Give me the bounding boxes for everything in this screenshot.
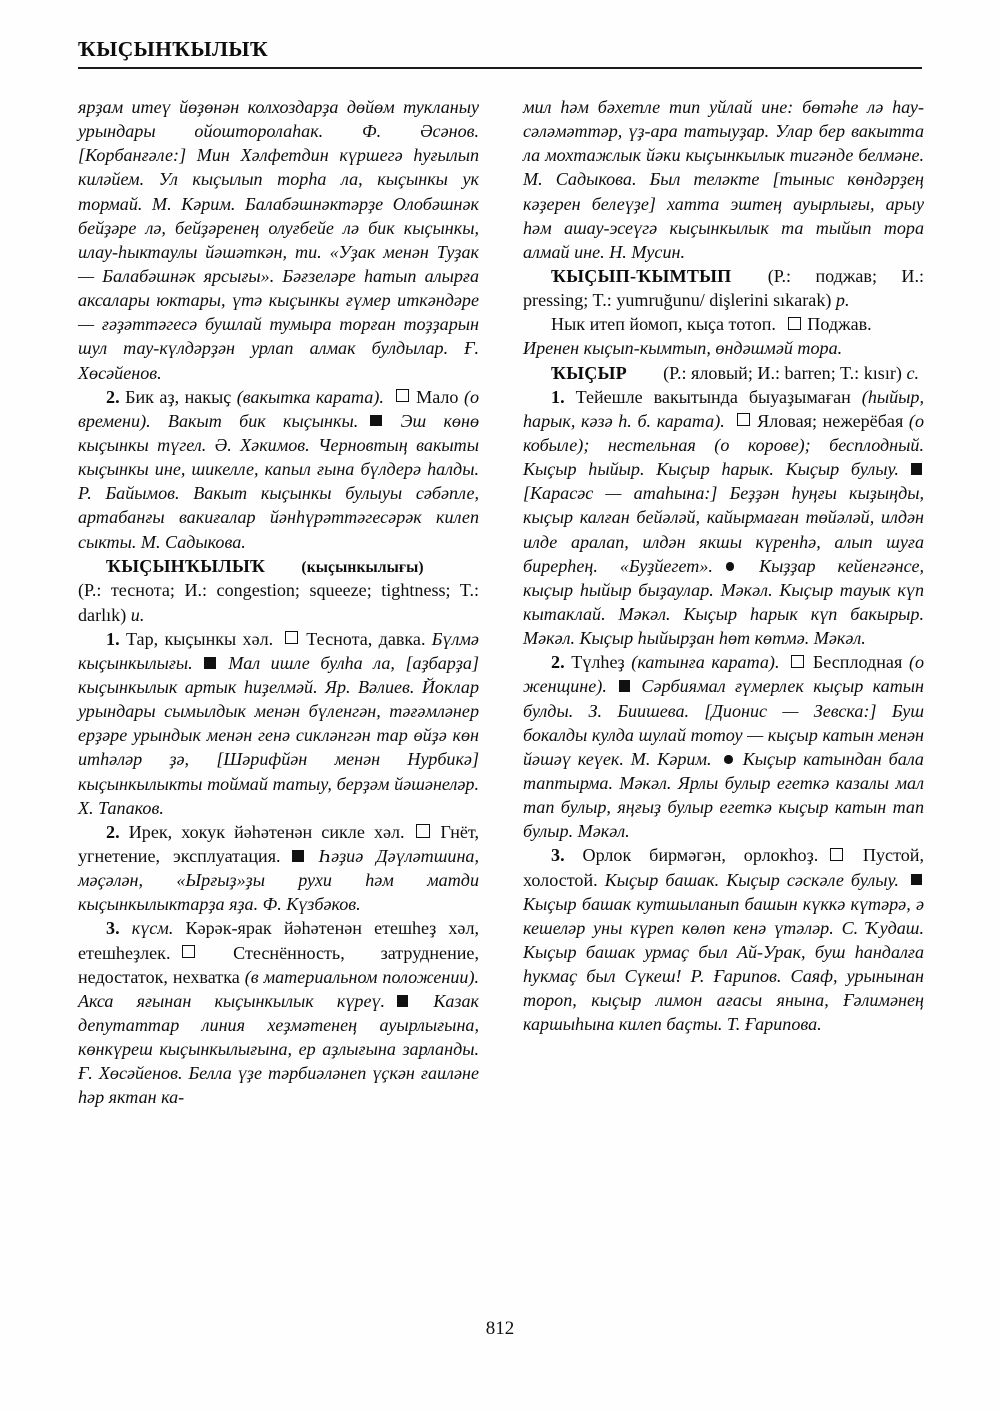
- proverbs: Кыҙҙар кейенгәнсе, кыҫыр һыйыр быҙаулар. Мәкәл. Кыҫыр тауык күп кытаклай. Мәкәл. Кыҫыр һарык күп бакырыр. Мәкәл. Кыҫыр һыйырҙан һөт көтмә. Мәкәл.: [523, 555, 925, 649]
- entry-sense-3: [523, 843, 924, 1036]
- definition-bashkir: Орлок бирмәгән, орлокһоҙ.: [582, 845, 819, 866]
- running-head: [78, 38, 922, 69]
- running-head-rule: [78, 67, 922, 69]
- entry-translations: (Р.: поджав; И.: pressing; T.: yumruğunu/ dişlerini sıkarak): [523, 265, 924, 311]
- sense-number: 3.: [551, 845, 565, 866]
- definition-russian-note: (о кобыле); нестельная (о корове); бесплодный.: [523, 410, 924, 455]
- definition-russian: Бесплодная: [812, 652, 903, 673]
- definition-russian: Мало: [416, 386, 459, 407]
- entry-sense-2: [78, 820, 479, 917]
- sense-grammar-label: күсм.: [131, 918, 174, 939]
- sense-number: 1.: [106, 628, 120, 649]
- open-square-marker: [791, 655, 804, 668]
- open-square-marker: [396, 389, 409, 402]
- definition-russian: Пустой, холостой.: [523, 845, 924, 890]
- definition-bashkir-note: (катынға карата).: [631, 652, 780, 673]
- definition-bashkir: Ирек, хокук йәһәтенән сикле хәл.: [128, 821, 405, 842]
- entry-sense-1: [78, 627, 479, 820]
- filled-square-marker: [397, 995, 409, 1007]
- filled-square-marker: [204, 657, 216, 669]
- open-square-marker: [788, 317, 801, 330]
- example-bashkir: Иренен кыҫып-кымтып, өндәшмәй тора.: [523, 338, 843, 359]
- entry-translations-line: [78, 578, 479, 626]
- sense-number: 3.: [106, 918, 120, 939]
- open-square-marker: [416, 824, 429, 837]
- filled-square-marker: [292, 850, 304, 862]
- definition-bashkir: Кәрәк-ярак йәһәтенән етешһеҙ хәл, етешһеҙлек.: [78, 918, 479, 963]
- headword-inflected-form: (кыҫынкылығы): [301, 558, 424, 576]
- definition-bashkir: Бик аҙ, накыҫ: [125, 386, 232, 407]
- definition-russian: Стеснённость, затруднение, недостаток, нехватка: [78, 942, 479, 987]
- citations: Сәрбиямал ғүмерлек кыҫыр катын булды. З. Биишева. [Дионис — Зевска:] Буш бокалды кулда шулай тотоу — кыҫыр катын менән йәшәү кеүек. М. Кәрим.: [523, 676, 924, 769]
- definition-russian-note: (о женщине).: [523, 652, 925, 697]
- example-bashkir: Кыҫыр башак. Кыҫыр сәскәле булыу.: [604, 869, 899, 890]
- filled-circle-marker: [726, 562, 735, 571]
- definition-bashkir: Түлһеҙ: [571, 652, 625, 673]
- running-head-text: ҠЫҪЫНҠЫЛЫҠ: [78, 37, 269, 61]
- definition-bashkir-note: (вакытка карата).: [236, 386, 384, 407]
- filled-circle-marker: [724, 755, 733, 764]
- headword: ҠЫҪЫНҠЫЛЫҠ: [106, 555, 266, 576]
- entry-headword-line: [523, 361, 924, 385]
- definition-russian: Яловая; нежерёбая: [757, 410, 904, 431]
- example-bashkir: Бүлмә кыҫынкылығы.: [78, 628, 479, 673]
- sense-number: 2.: [106, 386, 120, 407]
- citations: Мал ишле булһа ла, [аҙбарҙа] кыҫынкылык артык һиҙелмәй. Яр. Вәлиев. Йоклар урындары сымылдык менән бүленгән, тәғәмләнер ерҙәре урындык менән генә сикләнгән тар өйҙә көн итһәләр ҙә, [Шәрифйән менән Нурбикә] кыҫынкылыкты тоймай татыу, берҙәм йәшәнеләр. Х. Тапаков.: [78, 652, 479, 818]
- definition-russian-note: (в материальном положении). Акса яғынан кыҫынкылык күреү.: [78, 966, 479, 1011]
- filled-square-marker: [370, 415, 382, 427]
- citations: Казак депутаттар линия хеҙмәтенең ауырлығына, көнкүреш кыҫынкылығына, ер аҙлығына зарланды. Ғ. Хөсәйенов. Белла үҙе тәрбиәләнеп үҫкән ғаиләне һәр яктан ка-: [78, 990, 479, 1108]
- sense-block-2: [78, 385, 479, 554]
- headword: ҠЫҪЫР: [551, 362, 627, 383]
- filled-square-marker: [619, 680, 631, 692]
- entry-body: [523, 312, 924, 360]
- citations: [Карасәс — атаһына:] Беҙҙән һуңғы кыҙыңды, кыҫыр калған бейәләй, кайырмаған төйәләй, илдән илде аралап, илдән якшы күренһә, алып шуға бирерһең. «Буҙйегет».: [523, 483, 924, 576]
- headword: ҠЫҪЫП-ҠЫМТЫП: [551, 265, 732, 286]
- definition-russian: Гнёт, угнетение, эксплуатация.: [78, 821, 479, 867]
- sense-number: 2.: [106, 821, 120, 842]
- definition-bashkir-note: (һыйыр, һарык, кәзә һ. б. карата).: [523, 386, 924, 431]
- continuation-paragraph: мил һәм бәхетле тип уйлай ине: бөтәһе лә һау-сәләмәттәр, үҙ-ара татыуҙар. Улар бер вакытта ла мохтажлык йәки кыҫынкылык тигәнде белмәне. М. Садыкова. Был теләкте [тыныс көндәрҙең кәҙерен белеүҙе] хатта эштең ауырлығы, арыу һәм ашау-эсеүгә кыҫынкылык та тыйып тора алмай ине. Н. Мусин.: [523, 97, 924, 262]
- filled-square-marker: [911, 874, 923, 886]
- definition-russian: Поджав.: [807, 314, 872, 335]
- right-column: [523, 95, 924, 1110]
- proverbs: Кыҫыр катындан бала таптырма. Мәкәл. Ярлы булыр егеткә казалы мал тап булыр, яңғыҙ булыр егеткә кыҫыр катын тап булыр. Мәкәл.: [523, 748, 924, 842]
- citations: Кыҫыр башак кутшыланып башын күккә күтәрә, ә кешеләр уны күреп көлөп кенә үтәләр. С. Ҡудаш. Кыҫыр башак урмаҫ был Ай-Урак, буш һандалға һукмаҫ был Сүкеш! Р. Ғарипов. Саяф, урынынан тороп, кыҫыр лимон ағасы янына, Ғәлимәнең каршыһына килеп баҫты. Т. Ғарипова.: [523, 893, 924, 1035]
- filled-square-marker: [911, 463, 923, 475]
- open-square-marker: [830, 848, 843, 861]
- entry-sense-3: [78, 916, 479, 1109]
- entry-sense-2: [523, 650, 924, 843]
- entry-part-of-speech: и.: [130, 604, 145, 625]
- definition-russian: Теснота, давка.: [306, 628, 426, 649]
- citations: Һәҙиә Дәүләтшина, мәҫәлән, «Ырғыҙ»ҙы рухи һәм матди кыҫынкылыктарҙа яҙа. Ф. Күзбәков.: [78, 846, 479, 915]
- entry-translations: (Р.: яловый; И.: barren; T.: kısır): [663, 362, 902, 383]
- example-bashkir: Кыҫыр һыйыр. Кыҫыр һарык. Кыҫыр булыу.: [523, 459, 899, 480]
- entry-sense-1: [523, 385, 924, 651]
- entry-part-of-speech: с.: [906, 362, 920, 383]
- open-square-marker: [737, 413, 750, 426]
- entry-part-of-speech: р.: [835, 290, 850, 311]
- entry-headword-line: [78, 554, 479, 579]
- sense-examples: Эш көнө кыҫынкы түгел. Ә. Хәкимов. Черновтың вакыты кыҫынкы ине, шикелле, капыл ғына бүлдерә һалды. Р. Байымов. Вакыт кыҫынкы булыуы сәбәпле, артабанғы вакиғалар йәнһүрәттәгесәрәк килеп сыкты. М. Садыкова.: [78, 410, 479, 552]
- open-square-marker: [285, 631, 298, 644]
- definition-russian-note: (о времени). Вакыт бик кыҫынкы.: [78, 386, 480, 431]
- entry-translations: (Р.: теснота; И.: congestion; squeeze; tightness; T.: darlık): [78, 580, 479, 625]
- sense-number: 2.: [551, 652, 565, 673]
- entry-headword-line: [523, 264, 924, 312]
- sense-number: 1.: [551, 386, 565, 407]
- text-columns: [78, 95, 924, 1110]
- left-column: [78, 95, 479, 1110]
- definition-bashkir: Нык итеп йомоп, кыҫа тотоп.: [551, 314, 776, 335]
- page-number: 812: [485, 1318, 515, 1339]
- definition-bashkir: Тар, кыҫынкы хәл.: [125, 628, 274, 649]
- open-square-marker: [182, 945, 195, 958]
- definition-bashkir: Тейешле вакытында быуаҙымаған: [575, 386, 851, 407]
- continuation-paragraph: ярҙам итеү йөҙөнән колхоздарҙа дөйөм тукланыу урындары ойошторолаһак. Ф. Әсәнов. [Корбанғәле:] Мин Хәлфетдин күршегә һуғылып киләйем. Ул кыҫылып торһа ла, кыҫынкы ук тормай. М. Кәрим. Балабәшнәктәрҙе Олобәшнәк бейҙәре лә, бейҙәренең олуғбейе лә бик кыҫынкы, илау-һыктаулы йәшәткән, ти. «Уҙак менән Туҙак — Балабәшнәк ярсығы». Бәғзеләре һатып алырға аксалары юктары, үтә кыҫынкы ғүмер иткәндәре — ғәҙәттәгесә бушлай тумыра торған тоҙҙарын шул тау-күлдәрҙән урлап алмак булдылар. Ғ. Хөсәйенов.: [78, 97, 479, 383]
